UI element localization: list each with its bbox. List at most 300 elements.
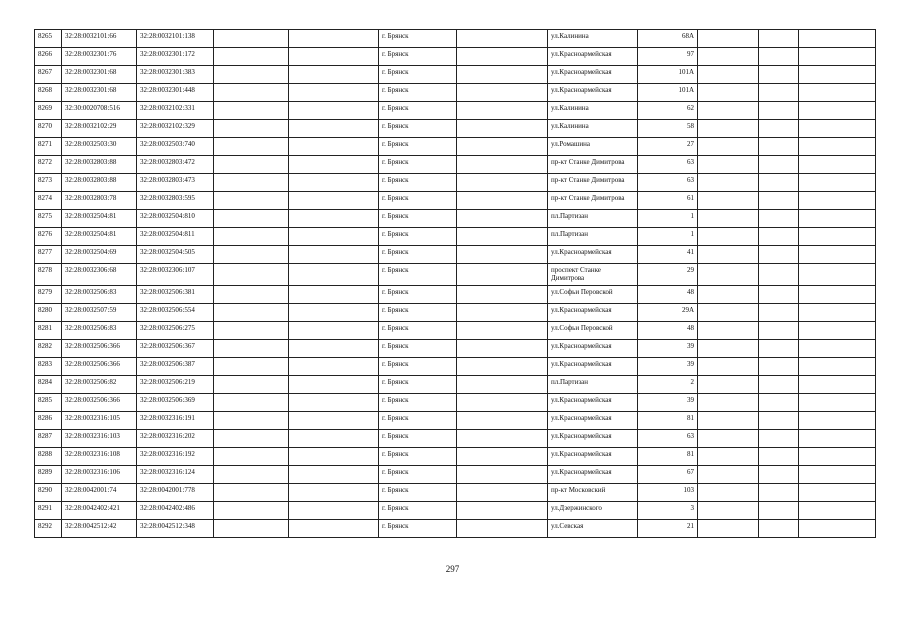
table-row bbox=[35, 138, 876, 156]
cadastral-number-cell: 32:28:0032506:82 bbox=[62, 376, 137, 394]
empty-cell bbox=[799, 84, 876, 102]
object-cadastral-number-cell: 32:28:0032102:331 bbox=[137, 102, 214, 120]
empty-cell bbox=[698, 430, 759, 448]
row-number-cell: 8275 bbox=[35, 210, 62, 228]
empty-cell bbox=[214, 210, 289, 228]
empty-cell bbox=[698, 358, 759, 376]
empty-cell bbox=[799, 430, 876, 448]
table-row bbox=[35, 394, 876, 412]
empty-cell bbox=[698, 484, 759, 502]
cadastral-number-cell: 32:28:0032803:88 bbox=[62, 156, 137, 174]
empty-cell bbox=[289, 102, 379, 120]
city-cell: г. Брянск bbox=[379, 502, 457, 520]
empty-cell bbox=[457, 502, 548, 520]
empty-cell bbox=[289, 30, 379, 48]
object-cadastral-number-cell: 32:28:0032301:383 bbox=[137, 66, 214, 84]
empty-cell bbox=[457, 430, 548, 448]
table-row bbox=[35, 66, 876, 84]
empty-cell bbox=[698, 156, 759, 174]
empty-cell bbox=[289, 430, 379, 448]
table-row bbox=[35, 430, 876, 448]
house-number-cell: 63 bbox=[638, 174, 698, 192]
table-row bbox=[35, 484, 876, 502]
row-number-cell: 8278 bbox=[35, 264, 62, 286]
empty-cell bbox=[289, 246, 379, 264]
empty-cell bbox=[759, 430, 799, 448]
empty-cell bbox=[289, 304, 379, 322]
city-cell: г. Брянск bbox=[379, 264, 457, 286]
empty-cell bbox=[799, 174, 876, 192]
table-row bbox=[35, 376, 876, 394]
cadastral-number-cell: 32:28:0032316:106 bbox=[62, 466, 137, 484]
empty-cell bbox=[214, 286, 289, 304]
house-number-cell: 1 bbox=[638, 228, 698, 246]
empty-cell bbox=[799, 304, 876, 322]
house-number-cell: 29 bbox=[638, 264, 698, 286]
house-number-cell: 2 bbox=[638, 376, 698, 394]
row-number-cell: 8270 bbox=[35, 120, 62, 138]
cadastral-number-cell: 32:28:0032316:103 bbox=[62, 430, 137, 448]
house-number-cell: 68А bbox=[638, 30, 698, 48]
page-number: 297 bbox=[445, 564, 460, 574]
house-number-cell: 48 bbox=[638, 322, 698, 340]
empty-cell bbox=[457, 322, 548, 340]
empty-cell bbox=[799, 466, 876, 484]
cadastral-number-cell: 32:28:0032301:68 bbox=[62, 66, 137, 84]
city-cell: г. Брянск bbox=[379, 48, 457, 66]
row-number-cell: 8292 bbox=[35, 520, 62, 538]
empty-cell bbox=[289, 448, 379, 466]
empty-cell bbox=[698, 192, 759, 210]
empty-cell bbox=[457, 520, 548, 538]
street-cell: ул.Красноармейская bbox=[548, 394, 638, 412]
cadastral-number-cell: 32:28:0032506:366 bbox=[62, 340, 137, 358]
house-number-cell: 48 bbox=[638, 286, 698, 304]
empty-cell bbox=[289, 138, 379, 156]
empty-cell bbox=[289, 174, 379, 192]
city-cell: г. Брянск bbox=[379, 228, 457, 246]
city-cell: г. Брянск bbox=[379, 174, 457, 192]
table-row bbox=[35, 448, 876, 466]
empty-cell bbox=[759, 520, 799, 538]
city-cell: г. Брянск bbox=[379, 156, 457, 174]
row-number-cell: 8283 bbox=[35, 358, 62, 376]
row-number-cell: 8276 bbox=[35, 228, 62, 246]
empty-cell bbox=[759, 358, 799, 376]
empty-cell bbox=[698, 138, 759, 156]
city-cell: г. Брянск bbox=[379, 484, 457, 502]
empty-cell bbox=[457, 358, 548, 376]
row-number-cell: 8265 bbox=[35, 30, 62, 48]
empty-cell bbox=[759, 340, 799, 358]
empty-cell bbox=[214, 304, 289, 322]
table-row bbox=[35, 286, 876, 304]
house-number-cell: 39 bbox=[638, 394, 698, 412]
empty-cell bbox=[214, 174, 289, 192]
cadastral-number-cell: 32:28:0032504:81 bbox=[62, 228, 137, 246]
city-cell: г. Брянск bbox=[379, 120, 457, 138]
empty-cell bbox=[698, 520, 759, 538]
street-cell: ул.Красноармейская bbox=[548, 430, 638, 448]
street-cell: пр-кт Московский bbox=[548, 484, 638, 502]
table-row bbox=[35, 340, 876, 358]
empty-cell bbox=[214, 448, 289, 466]
cadastral-number-cell: 32:28:0032316:108 bbox=[62, 448, 137, 466]
empty-cell bbox=[698, 66, 759, 84]
empty-cell bbox=[457, 484, 548, 502]
cadastral-number-cell: 32:28:0042402:421 bbox=[62, 502, 137, 520]
empty-cell bbox=[457, 394, 548, 412]
city-cell: г. Брянск bbox=[379, 66, 457, 84]
row-number-cell: 8286 bbox=[35, 412, 62, 430]
street-cell: ул.Калинина bbox=[548, 30, 638, 48]
street-cell: ул.Красноармейская bbox=[548, 246, 638, 264]
house-number-cell: 67 bbox=[638, 466, 698, 484]
empty-cell bbox=[698, 322, 759, 340]
table-row bbox=[35, 502, 876, 520]
empty-cell bbox=[759, 228, 799, 246]
empty-cell bbox=[799, 156, 876, 174]
empty-cell bbox=[799, 228, 876, 246]
empty-cell bbox=[698, 120, 759, 138]
house-number-cell: 39 bbox=[638, 340, 698, 358]
empty-cell bbox=[289, 484, 379, 502]
empty-cell bbox=[457, 102, 548, 120]
city-cell: г. Брянск bbox=[379, 430, 457, 448]
cadastral-number-cell: 32:28:0032506:366 bbox=[62, 358, 137, 376]
table-row bbox=[35, 48, 876, 66]
city-cell: г. Брянск bbox=[379, 376, 457, 394]
table-body bbox=[35, 30, 876, 538]
table-row bbox=[35, 120, 876, 138]
empty-cell bbox=[799, 138, 876, 156]
house-number-cell: 58 bbox=[638, 120, 698, 138]
cadastral-number-cell: 32:28:0032301:68 bbox=[62, 84, 137, 102]
object-cadastral-number-cell: 32:28:0042512:348 bbox=[137, 520, 214, 538]
street-cell: ул.Красноармейская bbox=[548, 84, 638, 102]
empty-cell bbox=[457, 138, 548, 156]
cadastral-number-cell: 32:28:0032506:83 bbox=[62, 322, 137, 340]
row-number-cell: 8266 bbox=[35, 48, 62, 66]
empty-cell bbox=[457, 228, 548, 246]
street-cell: ул.Софьи Перовской bbox=[548, 286, 638, 304]
empty-cell bbox=[457, 264, 548, 286]
cadastral-number-cell: 32:28:0032504:69 bbox=[62, 246, 137, 264]
empty-cell bbox=[214, 84, 289, 102]
empty-cell bbox=[698, 394, 759, 412]
city-cell: г. Брянск bbox=[379, 412, 457, 430]
empty-cell bbox=[759, 174, 799, 192]
empty-cell bbox=[799, 48, 876, 66]
empty-cell bbox=[759, 120, 799, 138]
city-cell: г. Брянск bbox=[379, 210, 457, 228]
object-cadastral-number-cell: 32:28:0032506:367 bbox=[137, 340, 214, 358]
row-number-cell: 8273 bbox=[35, 174, 62, 192]
empty-cell bbox=[759, 376, 799, 394]
empty-cell bbox=[759, 156, 799, 174]
row-number-cell: 8290 bbox=[35, 484, 62, 502]
object-cadastral-number-cell: 32:28:0032102:329 bbox=[137, 120, 214, 138]
house-number-cell: 103 bbox=[638, 484, 698, 502]
empty-cell bbox=[214, 156, 289, 174]
table-row bbox=[35, 322, 876, 340]
row-number-cell: 8274 bbox=[35, 192, 62, 210]
empty-cell bbox=[457, 30, 548, 48]
empty-cell bbox=[698, 210, 759, 228]
city-cell: г. Брянск bbox=[379, 84, 457, 102]
empty-cell bbox=[799, 66, 876, 84]
table-row bbox=[35, 264, 876, 286]
city-cell: г. Брянск bbox=[379, 192, 457, 210]
street-cell: проспект Станке Димитрова bbox=[548, 264, 638, 286]
object-cadastral-number-cell: 32:28:0032506:381 bbox=[137, 286, 214, 304]
object-cadastral-number-cell: 32:28:0032803:472 bbox=[137, 156, 214, 174]
row-number-cell: 8271 bbox=[35, 138, 62, 156]
empty-cell bbox=[289, 520, 379, 538]
empty-cell bbox=[214, 484, 289, 502]
empty-cell bbox=[799, 264, 876, 286]
row-number-cell: 8277 bbox=[35, 246, 62, 264]
table-row bbox=[35, 304, 876, 322]
registry-table bbox=[34, 29, 876, 538]
empty-cell bbox=[214, 340, 289, 358]
house-number-cell: 27 bbox=[638, 138, 698, 156]
row-number-cell: 8267 bbox=[35, 66, 62, 84]
empty-cell bbox=[289, 502, 379, 520]
empty-cell bbox=[698, 228, 759, 246]
empty-cell bbox=[289, 120, 379, 138]
empty-cell bbox=[759, 192, 799, 210]
empty-cell bbox=[759, 466, 799, 484]
house-number-cell: 61 bbox=[638, 192, 698, 210]
empty-cell bbox=[457, 174, 548, 192]
cadastral-number-cell: 32:28:0032101:66 bbox=[62, 30, 137, 48]
table-row bbox=[35, 520, 876, 538]
object-cadastral-number-cell: 32:28:0042402:486 bbox=[137, 502, 214, 520]
empty-cell bbox=[289, 394, 379, 412]
empty-cell bbox=[698, 412, 759, 430]
empty-cell bbox=[698, 286, 759, 304]
object-cadastral-number-cell: 32:28:0032506:387 bbox=[137, 358, 214, 376]
empty-cell bbox=[289, 210, 379, 228]
empty-cell bbox=[698, 174, 759, 192]
empty-cell bbox=[759, 84, 799, 102]
table-row bbox=[35, 412, 876, 430]
row-number-cell: 8281 bbox=[35, 322, 62, 340]
cadastral-number-cell: 32:28:0032803:88 bbox=[62, 174, 137, 192]
city-cell: г. Брянск bbox=[379, 304, 457, 322]
empty-cell bbox=[759, 264, 799, 286]
cadastral-number-cell: 32:28:0032507:59 bbox=[62, 304, 137, 322]
empty-cell bbox=[698, 502, 759, 520]
empty-cell bbox=[289, 264, 379, 286]
city-cell: г. Брянск bbox=[379, 448, 457, 466]
object-cadastral-number-cell: 32:28:0032803:595 bbox=[137, 192, 214, 210]
row-number-cell: 8272 bbox=[35, 156, 62, 174]
street-cell: ул.Ромашина bbox=[548, 138, 638, 156]
empty-cell bbox=[214, 102, 289, 120]
street-cell: пл.Партизан bbox=[548, 228, 638, 246]
empty-cell bbox=[759, 66, 799, 84]
table-row bbox=[35, 246, 876, 264]
empty-cell bbox=[799, 502, 876, 520]
empty-cell bbox=[698, 102, 759, 120]
object-cadastral-number-cell: 32:28:0042001:778 bbox=[137, 484, 214, 502]
empty-cell bbox=[799, 520, 876, 538]
table-row bbox=[35, 84, 876, 102]
street-cell: ул.Красноармейская bbox=[548, 66, 638, 84]
empty-cell bbox=[799, 120, 876, 138]
street-cell: ул.Красноармейская bbox=[548, 412, 638, 430]
street-cell: ул.Калинина bbox=[548, 120, 638, 138]
empty-cell bbox=[214, 502, 289, 520]
table-row bbox=[35, 466, 876, 484]
object-cadastral-number-cell: 32:28:0032803:473 bbox=[137, 174, 214, 192]
empty-cell bbox=[799, 358, 876, 376]
object-cadastral-number-cell: 32:28:0032506:369 bbox=[137, 394, 214, 412]
empty-cell bbox=[214, 520, 289, 538]
empty-cell bbox=[457, 412, 548, 430]
table-row bbox=[35, 30, 876, 48]
row-number-cell: 8282 bbox=[35, 340, 62, 358]
house-number-cell: 63 bbox=[638, 430, 698, 448]
empty-cell bbox=[799, 394, 876, 412]
empty-cell bbox=[214, 466, 289, 484]
empty-cell bbox=[759, 210, 799, 228]
object-cadastral-number-cell: 32:28:0032316:191 bbox=[137, 412, 214, 430]
empty-cell bbox=[214, 376, 289, 394]
cadastral-number-cell: 32:28:0032316:105 bbox=[62, 412, 137, 430]
empty-cell bbox=[759, 394, 799, 412]
empty-cell bbox=[289, 156, 379, 174]
empty-cell bbox=[759, 322, 799, 340]
row-number-cell: 8268 bbox=[35, 84, 62, 102]
empty-cell bbox=[289, 322, 379, 340]
cadastral-number-cell: 32:28:0032306:68 bbox=[62, 264, 137, 286]
object-cadastral-number-cell: 32:28:0032301:448 bbox=[137, 84, 214, 102]
city-cell: г. Брянск bbox=[379, 322, 457, 340]
empty-cell bbox=[214, 358, 289, 376]
empty-cell bbox=[457, 448, 548, 466]
empty-cell bbox=[289, 340, 379, 358]
empty-cell bbox=[799, 102, 876, 120]
empty-cell bbox=[799, 192, 876, 210]
empty-cell bbox=[457, 340, 548, 358]
city-cell: г. Брянск bbox=[379, 102, 457, 120]
empty-cell bbox=[799, 30, 876, 48]
row-number-cell: 8289 bbox=[35, 466, 62, 484]
empty-cell bbox=[289, 228, 379, 246]
empty-cell bbox=[698, 48, 759, 66]
city-cell: г. Брянск bbox=[379, 466, 457, 484]
empty-cell bbox=[289, 286, 379, 304]
street-cell: ул.Севская bbox=[548, 520, 638, 538]
empty-cell bbox=[759, 286, 799, 304]
object-cadastral-number-cell: 32:28:0032301:172 bbox=[137, 48, 214, 66]
empty-cell bbox=[799, 376, 876, 394]
empty-cell bbox=[759, 48, 799, 66]
row-number-cell: 8287 bbox=[35, 430, 62, 448]
house-number-cell: 63 bbox=[638, 156, 698, 174]
empty-cell bbox=[289, 358, 379, 376]
object-cadastral-number-cell: 32:28:0032506:554 bbox=[137, 304, 214, 322]
empty-cell bbox=[457, 192, 548, 210]
empty-cell bbox=[759, 304, 799, 322]
object-cadastral-number-cell: 32:28:0032504:811 bbox=[137, 228, 214, 246]
street-cell: ул.Софьи Перовской bbox=[548, 322, 638, 340]
table-row bbox=[35, 174, 876, 192]
empty-cell bbox=[457, 466, 548, 484]
empty-cell bbox=[759, 30, 799, 48]
empty-cell bbox=[457, 210, 548, 228]
city-cell: г. Брянск bbox=[379, 246, 457, 264]
empty-cell bbox=[214, 192, 289, 210]
street-cell: ул.Красноармейская bbox=[548, 448, 638, 466]
empty-cell bbox=[759, 484, 799, 502]
empty-cell bbox=[214, 322, 289, 340]
empty-cell bbox=[457, 156, 548, 174]
house-number-cell: 81 bbox=[638, 448, 698, 466]
cadastral-number-cell: 32:28:0032504:81 bbox=[62, 210, 137, 228]
empty-cell bbox=[799, 286, 876, 304]
empty-cell bbox=[289, 412, 379, 430]
empty-cell bbox=[457, 66, 548, 84]
empty-cell bbox=[698, 84, 759, 102]
empty-cell bbox=[698, 30, 759, 48]
empty-cell bbox=[799, 340, 876, 358]
city-cell: г. Брянск bbox=[379, 30, 457, 48]
cadastral-number-cell: 32:28:0042001:74 bbox=[62, 484, 137, 502]
empty-cell bbox=[457, 84, 548, 102]
empty-cell bbox=[457, 120, 548, 138]
street-cell: ул.Красноармейская bbox=[548, 340, 638, 358]
empty-cell bbox=[289, 376, 379, 394]
empty-cell bbox=[214, 30, 289, 48]
street-cell: пр-кт Станке Димитрова bbox=[548, 156, 638, 174]
empty-cell bbox=[214, 120, 289, 138]
object-cadastral-number-cell: 32:28:0032506:275 bbox=[137, 322, 214, 340]
empty-cell bbox=[214, 430, 289, 448]
street-cell: пр-кт Станке Димитрова bbox=[548, 192, 638, 210]
house-number-cell: 1 bbox=[638, 210, 698, 228]
table-row bbox=[35, 210, 876, 228]
cadastral-number-cell: 32:28:0032506:366 bbox=[62, 394, 137, 412]
house-number-cell: 39 bbox=[638, 358, 698, 376]
empty-cell bbox=[698, 340, 759, 358]
empty-cell bbox=[457, 376, 548, 394]
row-number-cell: 8288 bbox=[35, 448, 62, 466]
house-number-cell: 21 bbox=[638, 520, 698, 538]
empty-cell bbox=[759, 448, 799, 466]
empty-cell bbox=[457, 304, 548, 322]
object-cadastral-number-cell: 32:28:0032316:124 bbox=[137, 466, 214, 484]
cadastral-number-cell: 32:28:0032506:83 bbox=[62, 286, 137, 304]
row-number-cell: 8279 bbox=[35, 286, 62, 304]
empty-cell bbox=[457, 286, 548, 304]
table-row bbox=[35, 228, 876, 246]
empty-cell bbox=[698, 466, 759, 484]
house-number-cell: 97 bbox=[638, 48, 698, 66]
empty-cell bbox=[799, 448, 876, 466]
cadastral-number-cell: 32:28:0032301:76 bbox=[62, 48, 137, 66]
empty-cell bbox=[214, 264, 289, 286]
empty-cell bbox=[799, 246, 876, 264]
empty-cell bbox=[214, 138, 289, 156]
empty-cell bbox=[214, 228, 289, 246]
empty-cell bbox=[214, 48, 289, 66]
house-number-cell: 3 bbox=[638, 502, 698, 520]
cadastral-number-cell: 32:30:0020708:516 bbox=[62, 102, 137, 120]
